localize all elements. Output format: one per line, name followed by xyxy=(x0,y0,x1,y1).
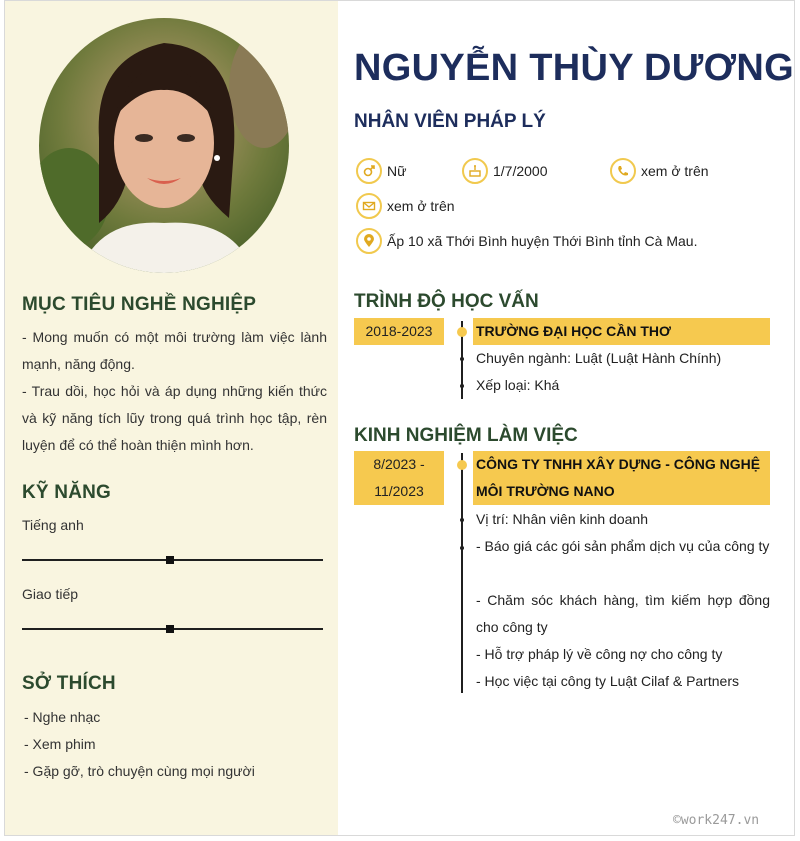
objective-text xyxy=(22,324,327,459)
experience-position: Vị trí: Nhân viên kinh doanh xyxy=(476,511,648,527)
gender-info xyxy=(356,158,406,184)
experience-date xyxy=(354,451,444,505)
education-date: 2018-2023 xyxy=(354,318,444,345)
birthday-value: 1/7/2000 xyxy=(493,163,548,179)
skill-bar xyxy=(22,559,323,561)
objective-line: - Mong muốn có một môi trường làm việc lành mạnh, năng động. xyxy=(22,329,327,372)
timeline-dot xyxy=(457,327,467,337)
address-value: Ấp 10 xã Thới Bình huyện Thới Bình tỉnh Cà Mau. xyxy=(387,233,698,249)
job-title: NHÂN VIÊN PHÁP LÝ xyxy=(354,111,546,132)
hobby-item: - Nghe nhạc xyxy=(24,709,101,725)
phone-icon xyxy=(610,158,636,184)
experience-duty: - Chăm sóc khách hàng, tìm kiếm hợp đồng cho công ty xyxy=(476,592,770,635)
email-icon xyxy=(356,193,382,219)
hobbies-heading: SỞ THÍCH xyxy=(22,673,116,694)
birthday-cake-icon xyxy=(462,158,488,184)
experience-heading: KINH NGHIỆM LÀM VIỆC xyxy=(354,425,578,446)
objective-heading: MỤC TIÊU NGHỀ NGHIỆP xyxy=(22,294,257,315)
experience-duty: - Báo giá các gói sản phẩm dịch vụ của công ty xyxy=(476,538,770,554)
gender-value: Nữ xyxy=(387,163,407,179)
experience-duty: - Học việc tại công ty Luật Cilaf & Partners xyxy=(476,673,739,689)
skill-level-marker xyxy=(166,625,174,633)
profile-photo xyxy=(39,18,289,273)
skill-bar xyxy=(22,628,323,630)
company-name: CÔNG TY TNHH XÂY DỰNG - CÔNG NGHỆ MÔI TRƯỜNG NANO xyxy=(473,451,770,505)
bullet-dot xyxy=(460,518,464,522)
hobby-item: - Xem phim xyxy=(24,736,96,752)
phone-value: xem ở trên xyxy=(641,163,709,179)
sidebar xyxy=(5,1,338,836)
candidate-name: NGUYỄN THÙY DƯƠNG xyxy=(354,47,794,89)
bullet-dot xyxy=(460,357,464,361)
hobby-item: - Gặp gỡ, trò chuyện cùng mọi người xyxy=(24,763,255,779)
gender-icon xyxy=(356,158,382,184)
email-info xyxy=(356,193,455,219)
cv-page xyxy=(4,0,795,836)
education-major: Chuyên ngành: Luật (Luật Hành Chính) xyxy=(476,350,722,366)
skill-name: Giao tiếp xyxy=(22,586,79,602)
bullet-dot xyxy=(460,384,464,388)
experience-duty: - Hỗ trợ pháp lý về công nợ cho công ty xyxy=(476,646,723,662)
address-info xyxy=(356,228,697,254)
birthday-info xyxy=(462,158,548,184)
experience-timeline xyxy=(461,453,463,693)
timeline-dot xyxy=(457,460,467,470)
email-value: xem ở trên xyxy=(387,198,455,214)
phone-info xyxy=(610,158,709,184)
objective-line: - Trau dồi, học hỏi và áp dụng những kiến thức và kỹ năng tích lũy trong quá trình học tập, rèn luyện để có thể hoàn thiện mình hơn. xyxy=(22,383,327,453)
watermark: ©work247.vn xyxy=(673,813,760,828)
location-icon xyxy=(356,228,382,254)
skill-name: Tiếng anh xyxy=(22,517,84,533)
experience-date-from: 8/2023 - xyxy=(373,456,425,472)
school-name: TRƯỜNG ĐẠI HỌC CẦN THƠ xyxy=(473,318,770,345)
skills-heading: KỸ NĂNG xyxy=(22,482,112,503)
bullet-dot xyxy=(460,546,464,550)
skill-level-marker xyxy=(166,556,174,564)
education-heading: TRÌNH ĐỘ HỌC VẤN xyxy=(354,291,539,312)
education-rank: Xếp loại: Khá xyxy=(476,377,560,393)
experience-date-to: 11/2023 xyxy=(374,483,424,499)
